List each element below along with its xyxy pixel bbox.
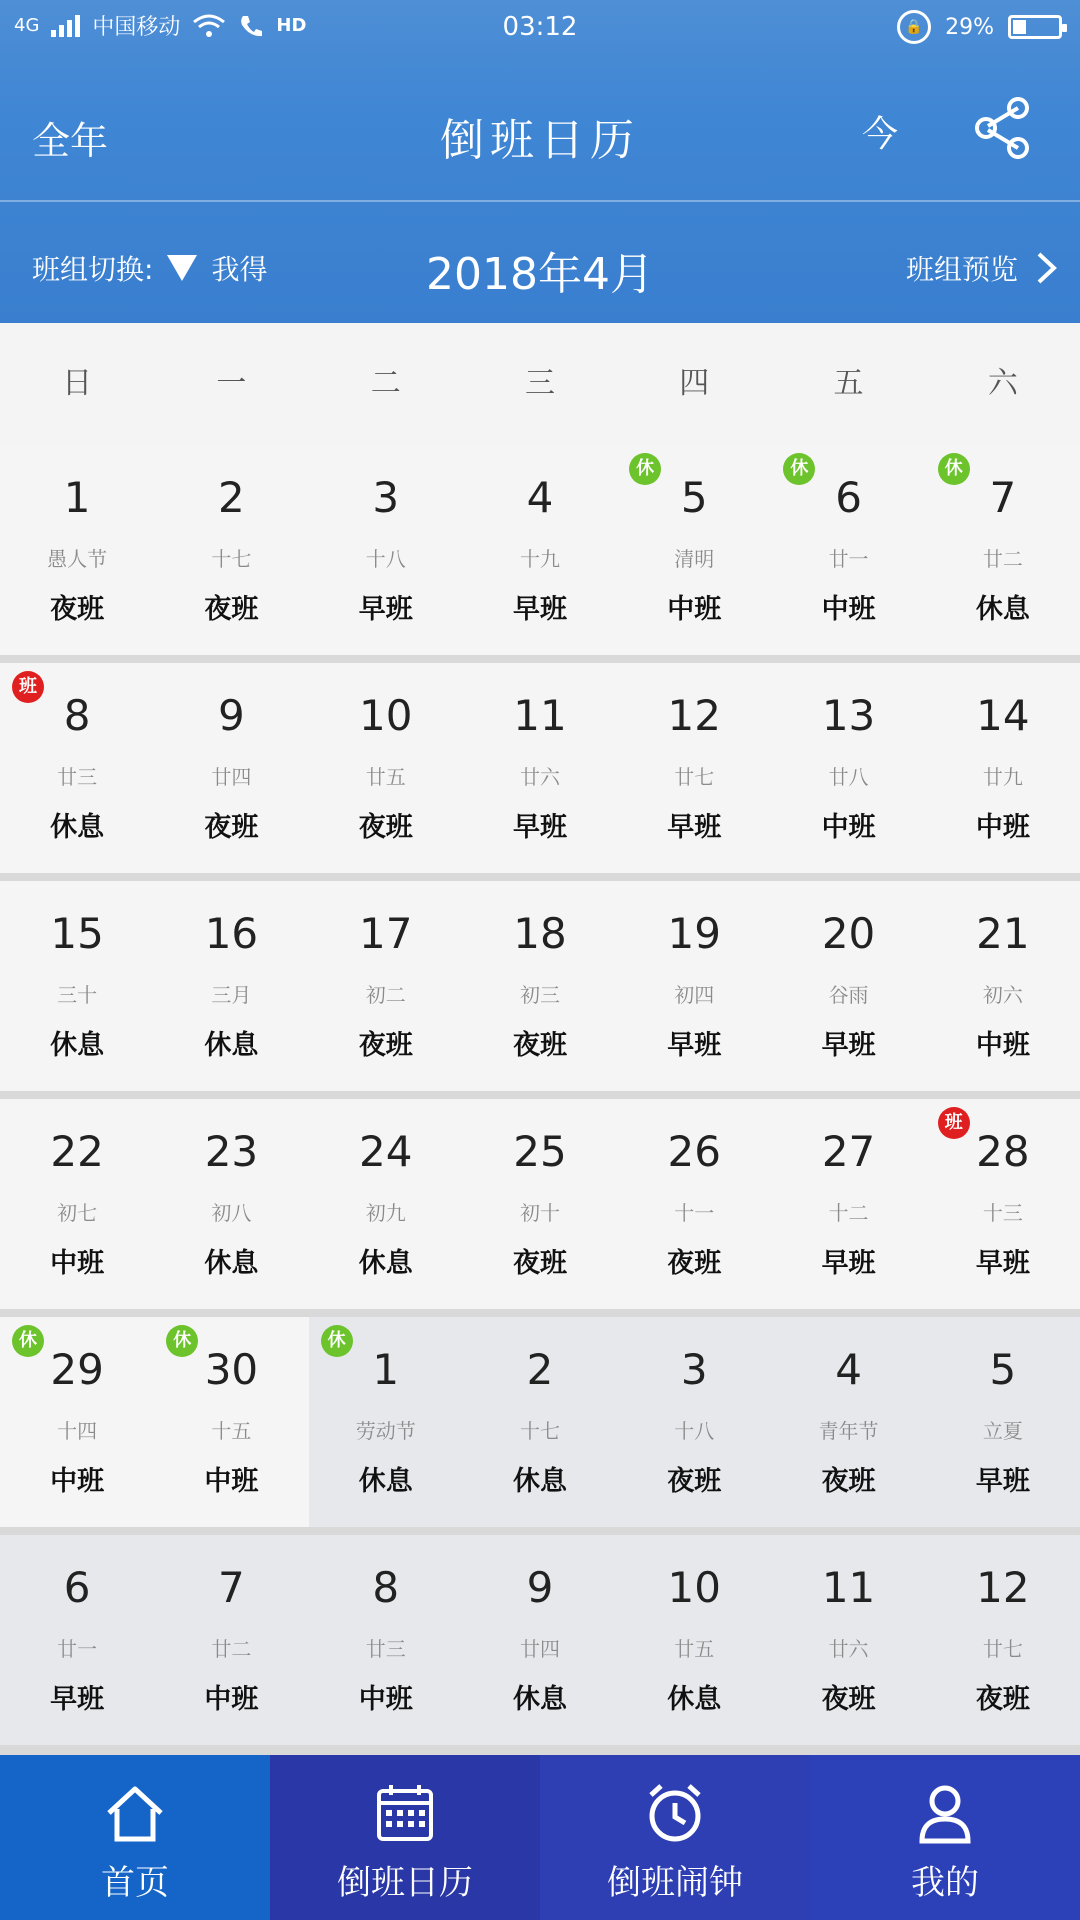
group-name: 我得	[211, 253, 268, 286]
day-number: 8	[372, 1563, 400, 1612]
shift-label: 早班	[975, 1466, 1030, 1497]
tab-calendar[interactable]	[270, 1755, 540, 1920]
tab-label: 倒班闹钟	[607, 1863, 743, 1903]
lunar-date: 廿二	[211, 1637, 252, 1661]
lunar-date: 十三	[982, 1201, 1023, 1225]
tab-home[interactable]	[0, 1755, 270, 1920]
clock: 03:12	[502, 12, 578, 42]
calendar-day-cell[interactable]	[309, 881, 463, 1091]
calendar-day-cell[interactable]	[463, 1099, 617, 1309]
calendar-day-cell[interactable]	[0, 1099, 154, 1309]
calendar-week-row	[0, 663, 1080, 877]
calendar-week-row	[0, 1535, 1080, 1749]
hd-label: HD	[276, 15, 307, 36]
workday-badge: 班	[938, 1107, 970, 1139]
calendar-day-cell[interactable]	[154, 445, 308, 655]
calendar-week-row	[0, 1099, 1080, 1313]
calendar-day-cell[interactable]	[0, 1317, 154, 1527]
shift-label: 夜班	[667, 1466, 722, 1497]
lunar-date: 廿六	[519, 765, 560, 789]
calendar-day-cell[interactable]	[309, 1099, 463, 1309]
shift-label: 休息	[204, 1030, 259, 1061]
calendar-day-cell[interactable]	[309, 1317, 463, 1527]
shift-label: 休息	[358, 1466, 413, 1497]
holiday-rest-badge: 休	[629, 453, 661, 485]
calendar-day-cell[interactable]	[617, 663, 771, 873]
weekday-tue: 二	[370, 366, 401, 401]
today-button[interactable]: 今	[862, 114, 899, 155]
lunar-date: 廿一	[57, 1637, 98, 1661]
day-number: 7	[218, 1563, 245, 1612]
day-number: 12	[976, 1563, 1030, 1612]
lunar-date: 廿四	[519, 1637, 560, 1661]
calendar-day-cell[interactable]	[0, 445, 154, 655]
lunar-date: 青年节	[818, 1419, 879, 1443]
alarm-clock-icon	[643, 1781, 707, 1845]
weekday-mon: 一	[216, 366, 247, 401]
lunar-date: 十二	[828, 1201, 869, 1225]
day-number: 20	[821, 909, 876, 958]
lunar-date: 廿三	[57, 765, 98, 789]
day-number: 24	[358, 1127, 413, 1176]
lunar-date: 十八	[674, 1419, 715, 1443]
lunar-date: 初七	[57, 1201, 98, 1225]
shift-label: 中班	[50, 1248, 105, 1279]
lunar-date: 廿三	[365, 1637, 406, 1661]
lunar-date: 初六	[982, 983, 1023, 1007]
calendar-day-cell[interactable]	[771, 1535, 925, 1745]
shift-label: 中班	[50, 1466, 105, 1497]
lunar-date: 初四	[674, 983, 715, 1007]
network-type: 4G	[14, 15, 40, 36]
holiday-rest-badge: 休	[938, 453, 970, 485]
day-number: 15	[50, 909, 104, 958]
calendar-day-cell[interactable]	[617, 1317, 771, 1527]
day-number: 5	[989, 1345, 1017, 1394]
shift-label: 夜班	[667, 1248, 722, 1279]
lunar-date: 三十	[57, 983, 98, 1007]
shift-label: 夜班	[358, 1030, 413, 1061]
shift-label: 夜班	[512, 1030, 567, 1061]
calendar-icon	[373, 1781, 437, 1845]
day-number: 29	[50, 1345, 104, 1394]
day-number: 10	[358, 691, 413, 740]
shift-label: 休息	[50, 812, 105, 843]
chevron-right-icon	[1036, 251, 1058, 285]
lunar-date: 廿八	[828, 765, 869, 789]
weekday-sat: 六	[987, 366, 1018, 401]
calendar-day-cell[interactable]	[0, 881, 154, 1091]
person-icon	[913, 1781, 977, 1845]
rotation-lock-icon: 🔒	[897, 10, 931, 44]
weekday-sun: 日	[62, 366, 93, 401]
day-number: 1	[372, 1345, 400, 1394]
calendar-day-cell[interactable]	[771, 1099, 925, 1309]
day-number: 4	[835, 1345, 862, 1394]
lunar-date: 廿一	[828, 547, 869, 571]
calendar-grid	[0, 445, 1080, 1755]
calendar-day-cell[interactable]	[154, 1317, 308, 1527]
shift-label: 早班	[821, 1248, 876, 1279]
day-number: 9	[218, 691, 245, 740]
lunar-date: 初三	[519, 983, 560, 1007]
day-number: 19	[667, 909, 721, 958]
shift-label: 中班	[204, 1684, 259, 1715]
lunar-date: 廿七	[982, 1637, 1023, 1661]
shift-label: 中班	[975, 1030, 1030, 1061]
day-number: 11	[821, 1563, 876, 1612]
shift-label: 中班	[204, 1466, 259, 1497]
lunar-date: 廿七	[674, 765, 715, 789]
holiday-rest-badge: 休	[166, 1325, 198, 1357]
lunar-date: 十一	[674, 1201, 715, 1225]
shift-label: 夜班	[975, 1684, 1030, 1715]
calendar-day-cell[interactable]	[463, 881, 617, 1091]
lunar-date: 十九	[519, 547, 560, 571]
shift-label: 夜班	[512, 1248, 567, 1279]
shift-label: 中班	[358, 1684, 413, 1715]
calendar-day-cell[interactable]	[771, 1317, 925, 1527]
calendar-day-cell[interactable]	[154, 663, 308, 873]
day-number: 12	[667, 691, 721, 740]
calendar-day-cell[interactable]	[771, 881, 925, 1091]
lunar-date: 愚人节	[47, 547, 108, 571]
status-bar	[0, 0, 1080, 54]
calendar-week-row	[0, 445, 1080, 659]
shift-label: 中班	[975, 812, 1030, 843]
lunar-date: 三月	[211, 983, 252, 1007]
shift-label: 早班	[821, 1030, 876, 1061]
calendar-day-cell[interactable]	[617, 445, 771, 655]
calendar-day-cell[interactable]	[926, 881, 1080, 1091]
calendar-day-cell[interactable]	[617, 1099, 771, 1309]
shift-label: 夜班	[358, 812, 413, 843]
calendar-day-cell[interactable]	[926, 663, 1080, 873]
lunar-date: 初二	[365, 983, 406, 1007]
lunar-date: 立夏	[982, 1419, 1023, 1443]
lunar-date: 廿六	[828, 1637, 869, 1661]
calendar-day-cell[interactable]	[309, 445, 463, 655]
lunar-date: 廿四	[211, 765, 252, 789]
calendar-day-cell[interactable]	[926, 1317, 1080, 1527]
day-number: 13	[821, 691, 876, 740]
lunar-date: 十五	[211, 1419, 252, 1443]
shift-label: 夜班	[821, 1684, 876, 1715]
calendar-subheader	[0, 202, 1080, 323]
day-number: 8	[63, 691, 91, 740]
shift-label: 休息	[512, 1466, 567, 1497]
day-number: 21	[976, 909, 1030, 958]
weekday-thu: 四	[679, 366, 710, 401]
calendar-day-cell[interactable]	[926, 1099, 1080, 1309]
calendar-day-cell[interactable]	[926, 1535, 1080, 1745]
calendar-day-cell[interactable]	[0, 1535, 154, 1745]
shift-label: 夜班	[50, 594, 105, 625]
shift-label: 中班	[821, 594, 876, 625]
lunar-date: 清明	[674, 547, 715, 571]
home-icon	[103, 1781, 167, 1845]
day-number: 30	[204, 1345, 259, 1394]
weekday-header	[0, 323, 1080, 445]
day-number: 1	[63, 473, 91, 522]
day-number: 6	[835, 473, 862, 522]
day-number: 25	[513, 1127, 567, 1176]
calendar-day-cell[interactable]	[463, 445, 617, 655]
tab-label: 倒班日历	[337, 1863, 473, 1903]
day-number: 10	[667, 1563, 721, 1612]
bottom-tab-bar	[0, 1755, 1080, 1920]
lunar-date: 初八	[211, 1201, 252, 1225]
day-number: 26	[667, 1127, 721, 1176]
shift-label: 休息	[50, 1030, 105, 1061]
group-switch-label: 班组切换:	[32, 253, 154, 286]
shift-label: 中班	[667, 594, 722, 625]
shift-label: 夜班	[204, 812, 259, 843]
calendar-day-cell[interactable]	[771, 663, 925, 873]
lunar-date: 十八	[365, 547, 406, 571]
holiday-rest-badge: 休	[12, 1325, 44, 1357]
calendar-day-cell[interactable]	[463, 1535, 617, 1745]
weekday-fri: 五	[833, 366, 864, 401]
shift-label: 休息	[512, 1684, 567, 1715]
tab-label: 首页	[101, 1863, 169, 1903]
day-number: 14	[976, 691, 1030, 740]
day-number: 27	[821, 1127, 876, 1176]
day-number: 3	[372, 473, 400, 522]
calendar-week-row	[0, 881, 1080, 1095]
calendar-day-cell[interactable]	[309, 1535, 463, 1745]
shift-label: 早班	[975, 1248, 1030, 1279]
full-year-button[interactable]: 全年	[32, 119, 109, 163]
tab-alarm-clock[interactable]	[540, 1755, 810, 1920]
shift-label: 早班	[512, 812, 567, 843]
shift-label: 夜班	[204, 594, 259, 625]
app-header	[0, 54, 1080, 200]
day-number: 28	[976, 1127, 1030, 1176]
calendar-day-cell[interactable]	[309, 663, 463, 873]
calendar-week-row	[0, 1317, 1080, 1531]
calendar-day-cell[interactable]	[154, 1099, 308, 1309]
calendar-day-cell[interactable]	[463, 663, 617, 873]
lunar-date: 十七	[211, 547, 252, 571]
lunar-date: 十七	[519, 1419, 560, 1443]
weekday-wed: 三	[524, 366, 555, 401]
day-number: 9	[526, 1563, 554, 1612]
tab-person[interactable]	[810, 1755, 1080, 1920]
shift-label: 夜班	[821, 1466, 876, 1497]
day-number: 2	[218, 473, 245, 522]
workday-badge: 班	[12, 671, 44, 703]
lunar-date: 初十	[519, 1201, 560, 1225]
shift-label: 早班	[667, 812, 722, 843]
shift-label: 休息	[204, 1248, 259, 1279]
group-preview-label: 班组预览	[905, 253, 1018, 286]
battery-icon	[1008, 15, 1062, 39]
shift-label: 早班	[50, 1684, 105, 1715]
calendar-day-cell[interactable]	[154, 1535, 308, 1745]
day-number: 18	[513, 909, 567, 958]
lunar-date: 初九	[365, 1201, 406, 1225]
shift-label: 休息	[975, 594, 1030, 625]
calendar-day-cell[interactable]	[463, 1317, 617, 1527]
day-number: 6	[63, 1563, 91, 1612]
day-number: 3	[680, 1345, 708, 1394]
day-number: 17	[358, 909, 413, 958]
lunar-date: 劳动节	[355, 1419, 416, 1443]
day-number: 11	[513, 691, 567, 740]
calendar-day-cell[interactable]	[154, 881, 308, 1091]
day-number: 23	[204, 1127, 259, 1176]
day-number: 2	[526, 1345, 554, 1394]
day-number: 7	[989, 473, 1017, 522]
lunar-date: 廿五	[365, 765, 406, 789]
calendar-day-cell[interactable]	[617, 1535, 771, 1745]
day-number: 16	[204, 909, 259, 958]
current-month: 2018年4月	[426, 249, 654, 300]
carrier-name: 中国移动	[92, 15, 181, 40]
calendar-day-cell[interactable]	[771, 445, 925, 655]
share-icon[interactable]	[972, 96, 1036, 160]
holiday-rest-badge: 休	[783, 453, 815, 485]
lunar-date: 谷雨	[828, 983, 869, 1007]
day-number: 4	[526, 473, 554, 522]
day-number: 5	[680, 473, 708, 522]
day-number: 22	[50, 1127, 104, 1176]
shift-label: 中班	[821, 812, 876, 843]
lunar-date: 廿五	[674, 1637, 715, 1661]
shift-label: 休息	[667, 1684, 722, 1715]
lunar-date: 廿九	[982, 765, 1023, 789]
battery-percent: 29%	[945, 14, 994, 40]
group-preview-link[interactable]	[906, 248, 1058, 288]
shift-label: 早班	[512, 594, 567, 625]
shift-label: 休息	[358, 1248, 413, 1279]
lunar-date: 十四	[57, 1419, 98, 1443]
page-title: 倒班日历	[440, 115, 640, 166]
lunar-date: 廿二	[982, 547, 1023, 571]
tab-label: 我的	[911, 1863, 979, 1903]
calendar-day-cell[interactable]	[926, 445, 1080, 655]
shift-label: 早班	[358, 594, 413, 625]
app-header-area	[0, 0, 1080, 323]
calendar-day-cell[interactable]	[617, 881, 771, 1091]
calendar-day-cell[interactable]	[0, 663, 154, 873]
shift-label: 早班	[667, 1030, 722, 1061]
holiday-rest-badge: 休	[321, 1325, 353, 1357]
